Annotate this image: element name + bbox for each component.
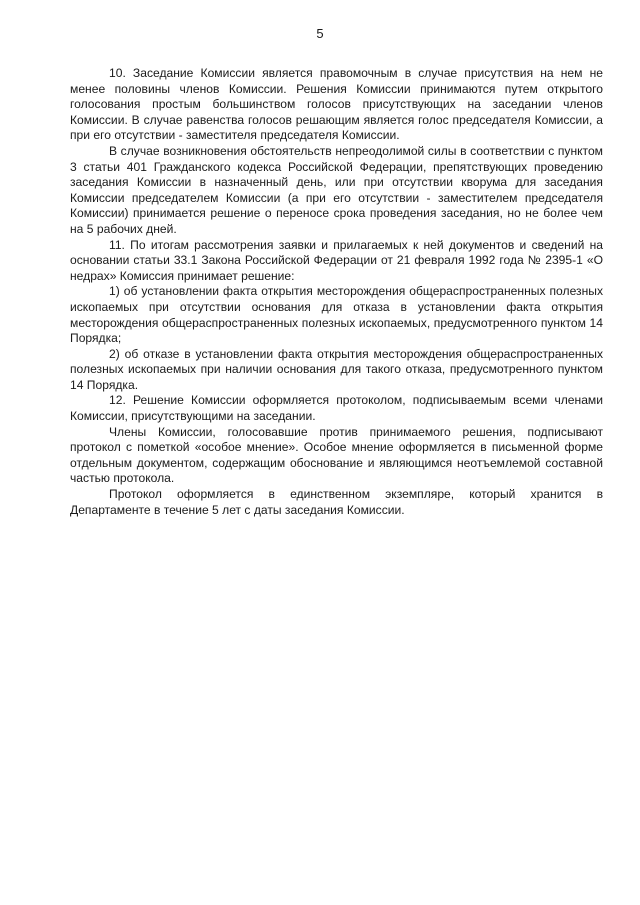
paragraph-decision-option-2: 2) об отказе в установлении факта открытия месторождения общераспространенных полезных ископаемых при наличии основания для такого отказа, предусмотренного пунктом 14 Порядка.: [70, 346, 603, 392]
paragraph-10-quorum: 10. Заседание Комиссии является правомочным в случае присутствия на нем не менее половины членов Комиссии. Решения Комиссии принимаются путем открытого голосования простым большинством голосов присутствующих на заседании членов Комиссии. В случае равенства голосов решающим является голос председателя Комиссии, а при его отсутствии - заместителя председателя Комиссии.: [70, 66, 603, 143]
paragraph-12-protocol: 12. Решение Комиссии оформляется протоколом, подписываемым всеми членами Комиссии, присутствующими на заседании.: [70, 393, 603, 424]
paragraph-force-majeure: В случае возникновения обстоятельств непреодолимой силы в соответствии с пунктом 3 статьи 401 Гражданского кодекса Российской Федерации, препятствующих проведению заседания Комиссии в назначенный день, или при отсутствии кворума для заседания Комиссии председателем Комиссии (а при его отсутствии - заместителем председателя Комиссии) принимается решение о переносе срока проведения заседания, но не более чем на 5 рабочих дней.: [70, 143, 603, 236]
paragraph-dissenting-opinion: Члены Комиссии, голосовавшие против принимаемого решения, подписывают протокол с пометкой «особое мнение». Особое мнение оформляется в письменной форме отдельным документом, содержащим обоснование и являющимся неотъемлемой составной частью протокола.: [70, 424, 603, 486]
paragraph-protocol-storage: Протокол оформляется в единственном экземпляре, который хранится в Департаменте в течение 5 лет с даты заседания Комиссии.: [70, 487, 603, 517]
page-number: 5: [316, 26, 324, 41]
paragraph-11-decision: 11. По итогам рассмотрения заявки и прилагаемых к ней документов и сведений на основании статьи 33.1 Закона Российской Федерации от 21 февраля 1992 года № 2395-1 «О недрах» Комиссия принимает решение:: [70, 237, 603, 283]
paragraph-decision-option-1: 1) об установлении факта открытия месторождения общераспространенных полезных ископаемых при отсутствии основания для отказа в установлении факта открытия месторождения общераспространенных полезных ископаемых, предусмотренного пунктом 14 Порядка;: [70, 284, 603, 346]
document-body: [70, 66, 603, 518]
